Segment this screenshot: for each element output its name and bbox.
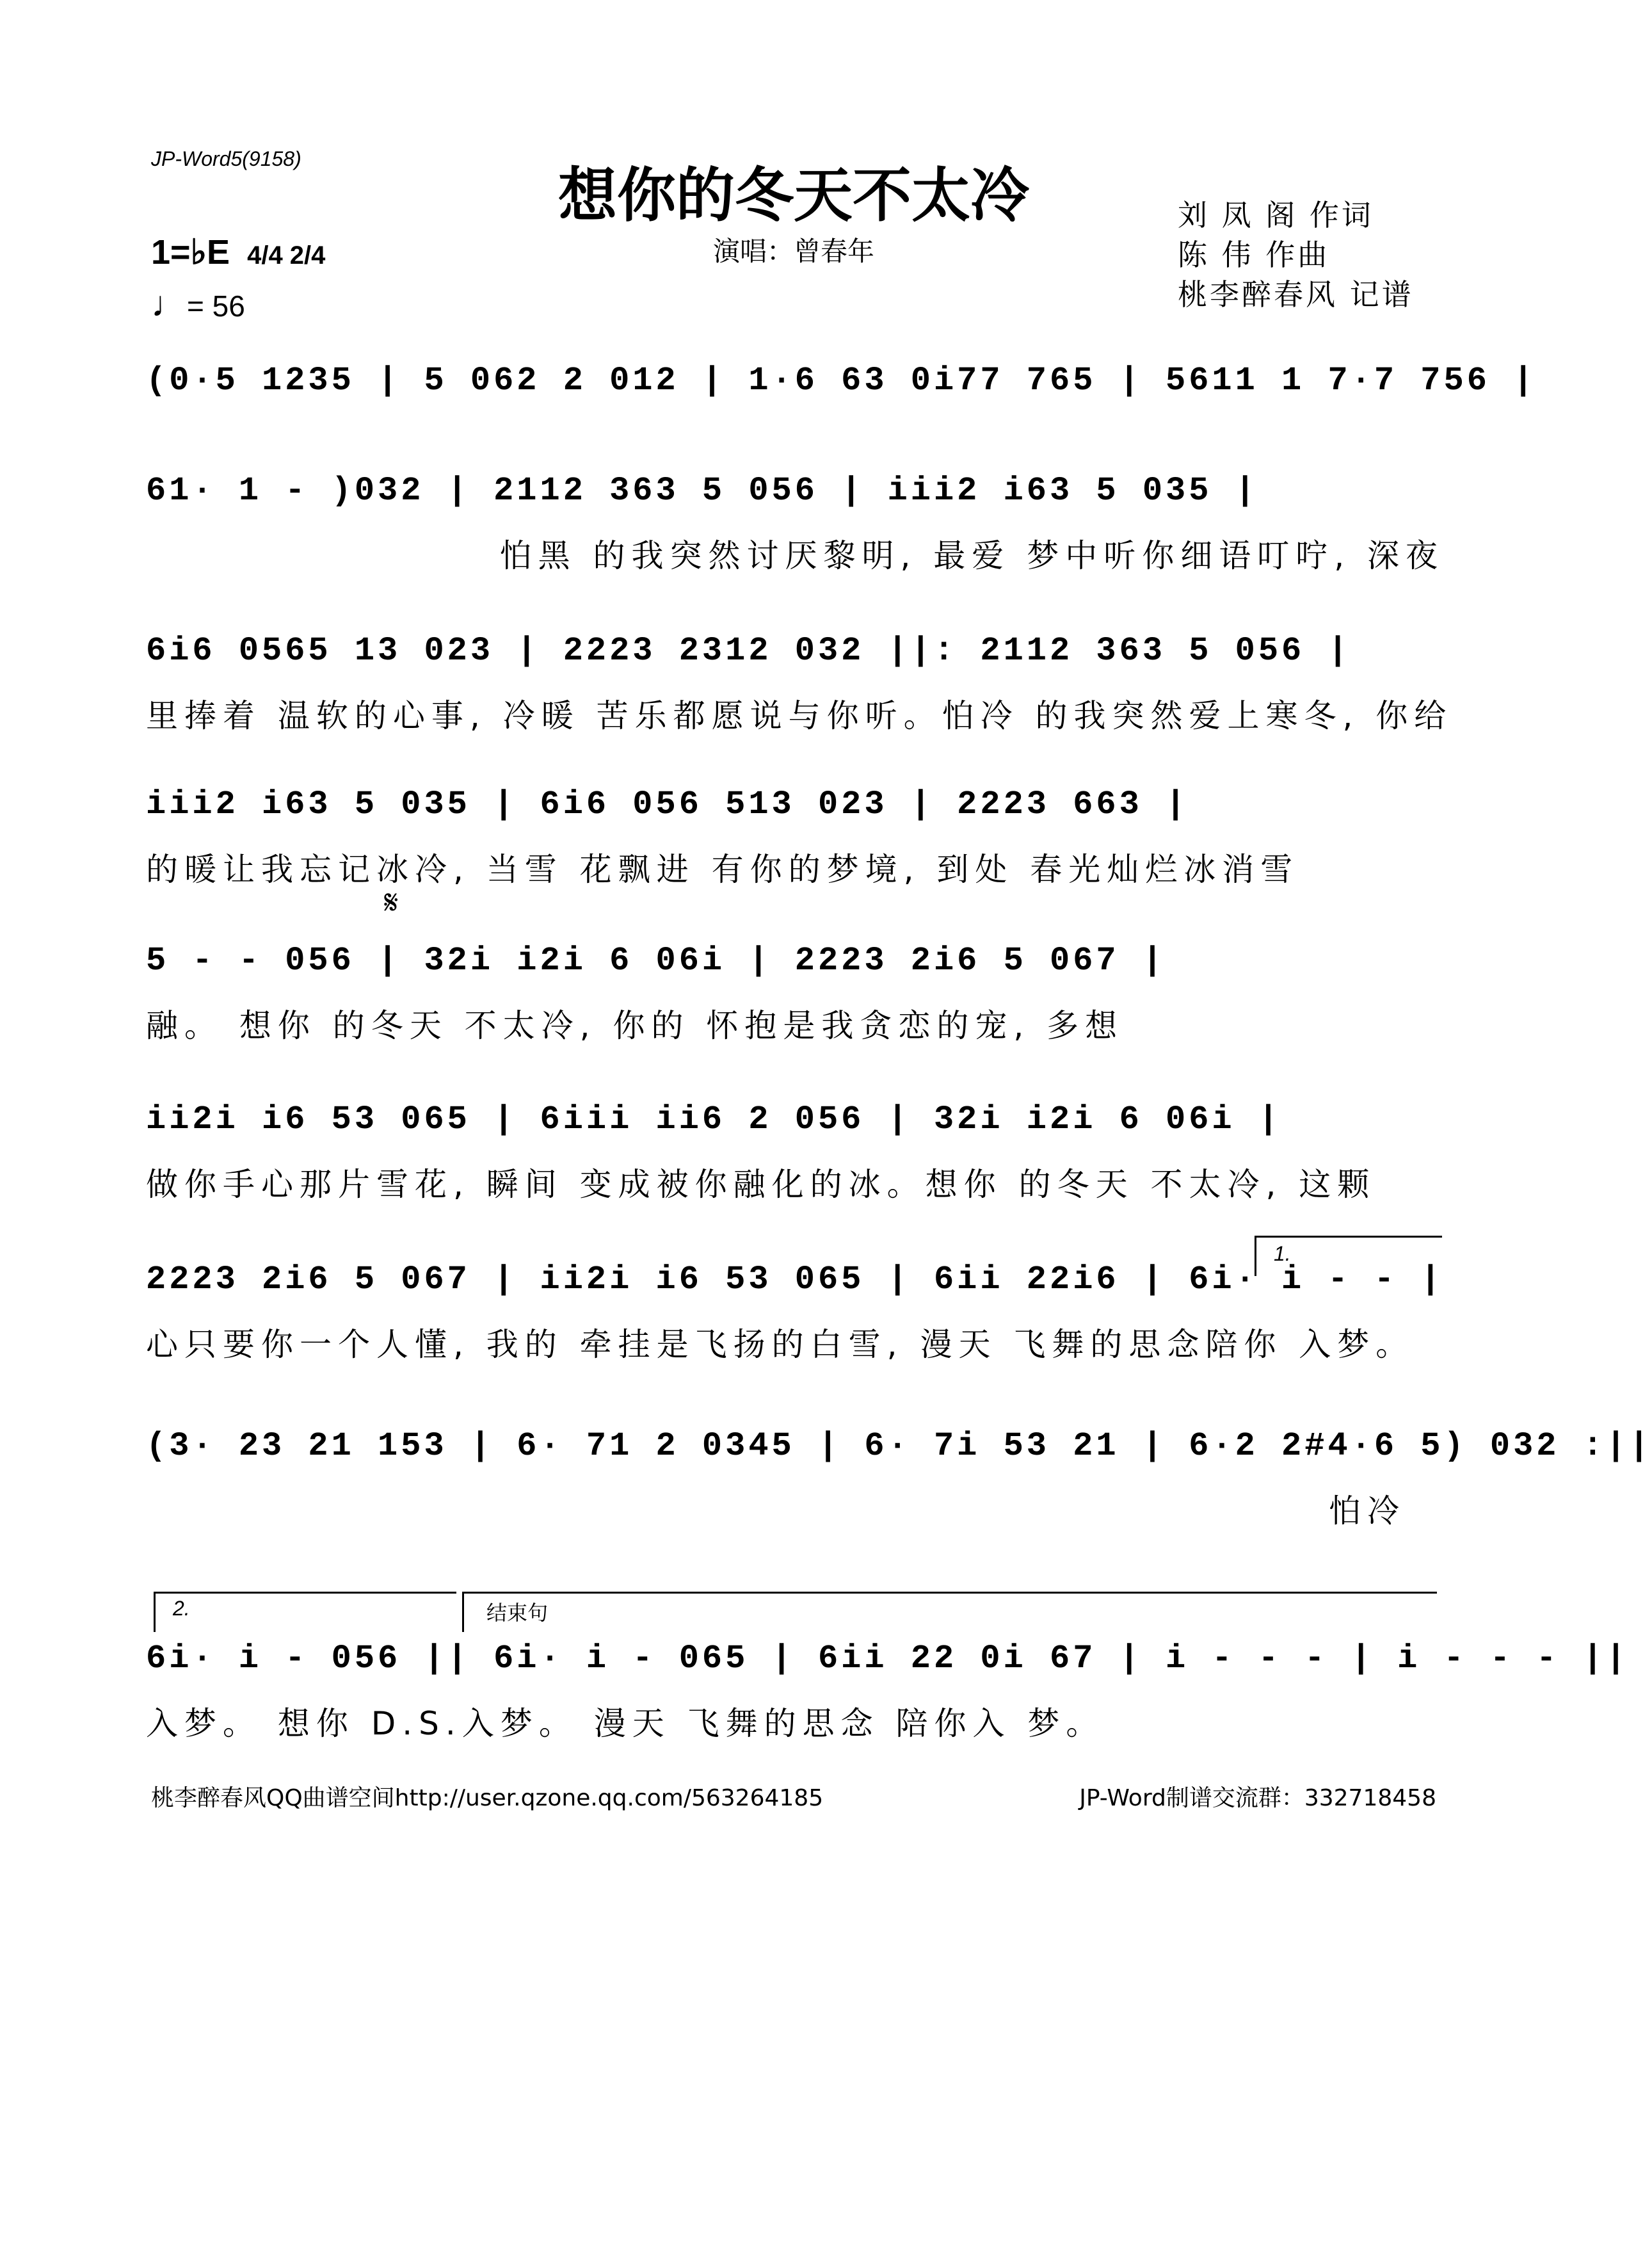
score-row-3 [146,616,1453,734]
second-ending-label: 2. [173,1597,190,1620]
lyric-line: 的暖让我忘记冰冷, 当雪 花飘进 有你的梦境, 到处 春光灿烂冰消雪 [146,851,1299,888]
score-row-6 [146,1085,1444,1203]
notation-line: ii2i i6 53 065 | 6iii ii6 2 056 | 32i i2i 6 06i | [146,1101,1282,1138]
song-title: 想你的冬天不太冷 [557,161,1029,230]
lyric-line: 里捧着 温软的心事, 冷暖 苦乐都愿说与你听。怕冷 的我突然爱上寒冬, 你给 [146,697,1453,734]
time-signature: 4/4 2/4 [247,241,326,270]
composer-credit: 陈 伟 作曲 [1178,238,1330,272]
tempo-marking [151,283,245,325]
tempo-value: = 56 [187,289,245,323]
footer-group-info: JP-Word制谱交流群：332718458 [1079,1785,1436,1811]
singer-credit: 演唱：曾春年 [712,236,874,267]
notation-line: 5 - - 056 | 32i i2i 6 06i | 2223 2i6 5 067 | [146,942,1166,980]
software-tag: JP-Word5(9158) [151,147,301,170]
notation-line: (0·5 1235 | 5 062 2 012 | 1·6 63 0i77 765 | 5611 1 7·7 756 | [146,362,1537,400]
lyric-line: 入梦。 想你 D.S.入梦。 漫天 飞舞的思念 陪你入 梦。 [146,1705,1105,1742]
lyric-line: 心只要你一个人懂, 我的 牵挂是飞扬的白雪, 漫天 飞舞的思念陪你 入梦。 [146,1326,1415,1363]
lyric-line: 融。 想你 的冬天 不太冷, 你的 怀抱是我贪恋的宠, 多想 [146,1007,1124,1044]
coda-label: 结束句 [486,1601,549,1624]
score-row-4 [146,770,1444,888]
lyric-line: 做你手心那片雪花, 瞬间 变成被你融化的冰。想你 的冬天 不太冷, 这颗 [146,1166,1376,1203]
score-row-1 [146,346,1537,429]
key-signature [151,232,325,272]
segno-sign: 𝄋 [384,884,399,922]
notation-line: 61· 1 - )032 | 2112 363 5 056 | iii2 i63 5 035 | [146,472,1258,510]
score-row-2 [146,456,1444,574]
notation-line: 2223 2i6 5 067 | ii2i i6 53 065 | 6ii 22i6 | 6i· i - - | [146,1261,1444,1298]
footer-qzone-link: 桃李醉春风QQ曲谱空间http://user.qzone.qq.com/563264185 [151,1785,824,1811]
lyric-line: 怕黑 的我突然讨厌黎明, 最爱 梦中听你细语叮咛, 深夜 [499,537,1444,574]
lyricist-credit: 刘 凤 阁 作词 [1178,198,1374,232]
score-row-9 [146,1624,1630,1742]
notation-line: 6i6 0565 13 023 | 2223 2312 032 ||: 2112 363 5 056 | [146,632,1351,670]
notation-line: 6i· i - 056 || 6i· i - 065 | 6ii 22 0i 67 | i - - - | i - - - || [146,1640,1630,1677]
score-row-7 [146,1245,1444,1363]
first-ending-label: 1. [1274,1242,1291,1265]
lyric-line: 怕冷 [1329,1492,1406,1530]
key-value: 1=♭E [151,233,230,271]
quarter-note-icon: ♩ [151,284,187,324]
transcriber-credit: 桃李醉春风 记谱 [1178,277,1414,312]
notation-line: iii2 i63 5 035 | 6i6 056 513 023 | 2223 663 | [146,786,1189,823]
notation-line: (3· 23 21 153 | 6· 71 2 0345 | 6· 7i 53 21 | 6·2 2#4·6 5) 032 :|| [146,1427,1652,1465]
score-row-5 [146,926,1444,1044]
score-row-8 [146,1411,1652,1530]
